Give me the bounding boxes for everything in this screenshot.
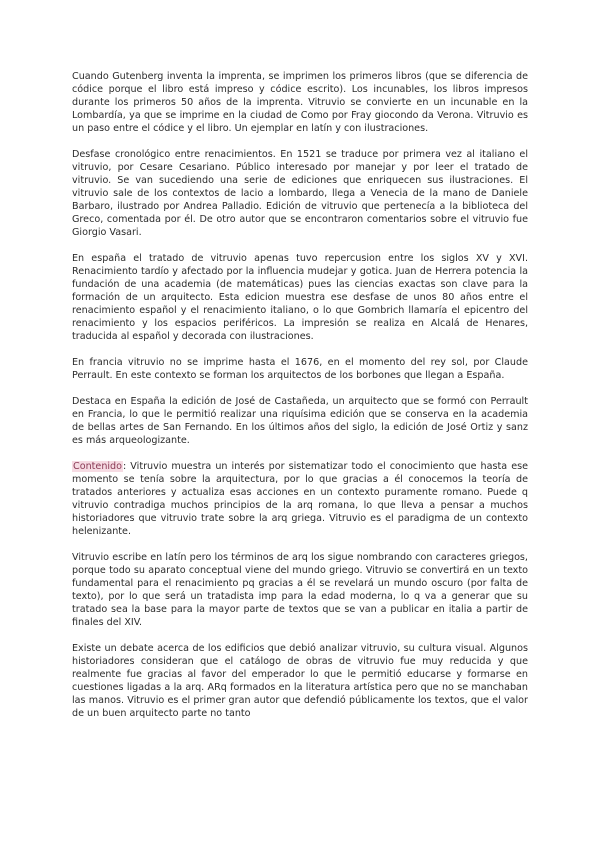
paragraph-6 <box>72 460 528 538</box>
paragraph-3: En españa el tratado de vitruvio apenas tuvo repercusion entre los siglos XV y XVI. Renacimiento tardío y afectado por la influencia mudejar y gotica. Juan de Herrera potencia la fundación de una academia (de matemáticas) pues las ciencias exactas son clave para la formación de un arquitecto. Esta edicion muestra ese desfase de unos 80 años entre el renacimiento español y el renacimiento italiano, o lo que Gombrich llamaría el epicentro del renacimiento y los espacios periféricos. La impresión se realiza en Alcalá de Henares, traducida al español y decorada con ilustraciones. <box>72 253 528 342</box>
paragraph-8: Existe un debate acerca de los edificios que debió analizar vitruvio, su cultura visual. Algunos historiadores consideran que el catálogo de obras de vitruvio fue muy reducida y que realmente fue gracias al favor del emperador lo que le permitió educarse y formarse en cuestiones ligadas a la arq. ARq formados en la literatura artística pero que no se manchaban las manos. Vitruvio es el primer gran autor que defendió públicamente los textos, que el valor de un buen arquitecto parte no tanto <box>72 643 528 719</box>
paragraph-4: En francia vitruvio no se imprime hasta el 1676, en el momento del rey sol, por Claude Perrault. En este contexto se forman los arquitectos de los borbones que llegan a España. <box>72 357 528 381</box>
paragraph-7: Vitruvio escribe en latín pero los términos de arq los sigue nombrando con caracteres griegos, porque todo su aparato conceptual viene del mundo griego. Vitruvio se convertirá en un texto fundamental para el renacimiento pq gracias a él se revelará un mundo oscuro (por falta de texto), por lo que será un tratadista imp para la edad moderna, lo q va a generar que su tratado sea la base para la mayor parte de textos que se van a publicar en italia a partir de finales del XIV. <box>72 552 528 628</box>
paragraph-2: Desfase cronológico entre renacimientos. En 1521 se traduce por primera vez al italiano el vitruvio, por Cesare Cesariano. Público interesado por manejar y por leer el tratado de vitruvio. Se van sucediendo una serie de ediciones que enriquecen sus ilustraciones. El vitruvio sale de los contextos de lacio a lombardo, llega a Venecia de la mano de Daniele Barbaro, ilustrado por Andrea Palladio. Edición de vitruvio que pertenecía a la biblioteca del Greco, comentada por él. De otro autor que se encontraron comentarios sobre el vitruvio fue Giorgio Vasari. <box>72 149 528 238</box>
document-body <box>72 70 528 733</box>
paragraph-5: Destaca en España la edición de José de Castañeda, un arquitecto que se formó con Perrault en Francia, lo que le permitió realizar una riquísima edición que se conserva en la academia de bellas artes de San Fernando. En los últimos años del siglo, la edición de José Ortiz y sanz es más arqueologizante. <box>72 396 528 446</box>
highlighted-term: Contenido <box>73 461 123 472</box>
paragraph-6-text: : Vitruvio muestra un interés por sistematizar todo el conocimiento que hasta ese momento se tenía sobre la arquitectura, por lo que gracias a él conocemos la teoría de tratados anteriores y actualiza esas acciones en un contexto puramente romano. Puede q vitruvio contradiga muchos principios de la arq romana, lo que lleva a pensar a muchos historiadores que vitruvio trate sobre la arq griega. Vitruvio es el paradigma de un contexto helenizante. <box>72 461 528 537</box>
paragraph-1: Cuando Gutenberg inventa la imprenta, se imprimen los primeros libros (que se diferencia de códice porque el libro está impreso y códice escrito). Los incunables, los libros impresos durante los primeros 50 años de la imprenta. Vitruvio se convierte en un incunable en la Lombardía, ya que se imprime en la ciudad de Como por Fray giocondo da Verona. Vitruvio es un paso entre el códice y el libro. Un ejemplar en latín y con ilustraciones. <box>72 71 528 134</box>
